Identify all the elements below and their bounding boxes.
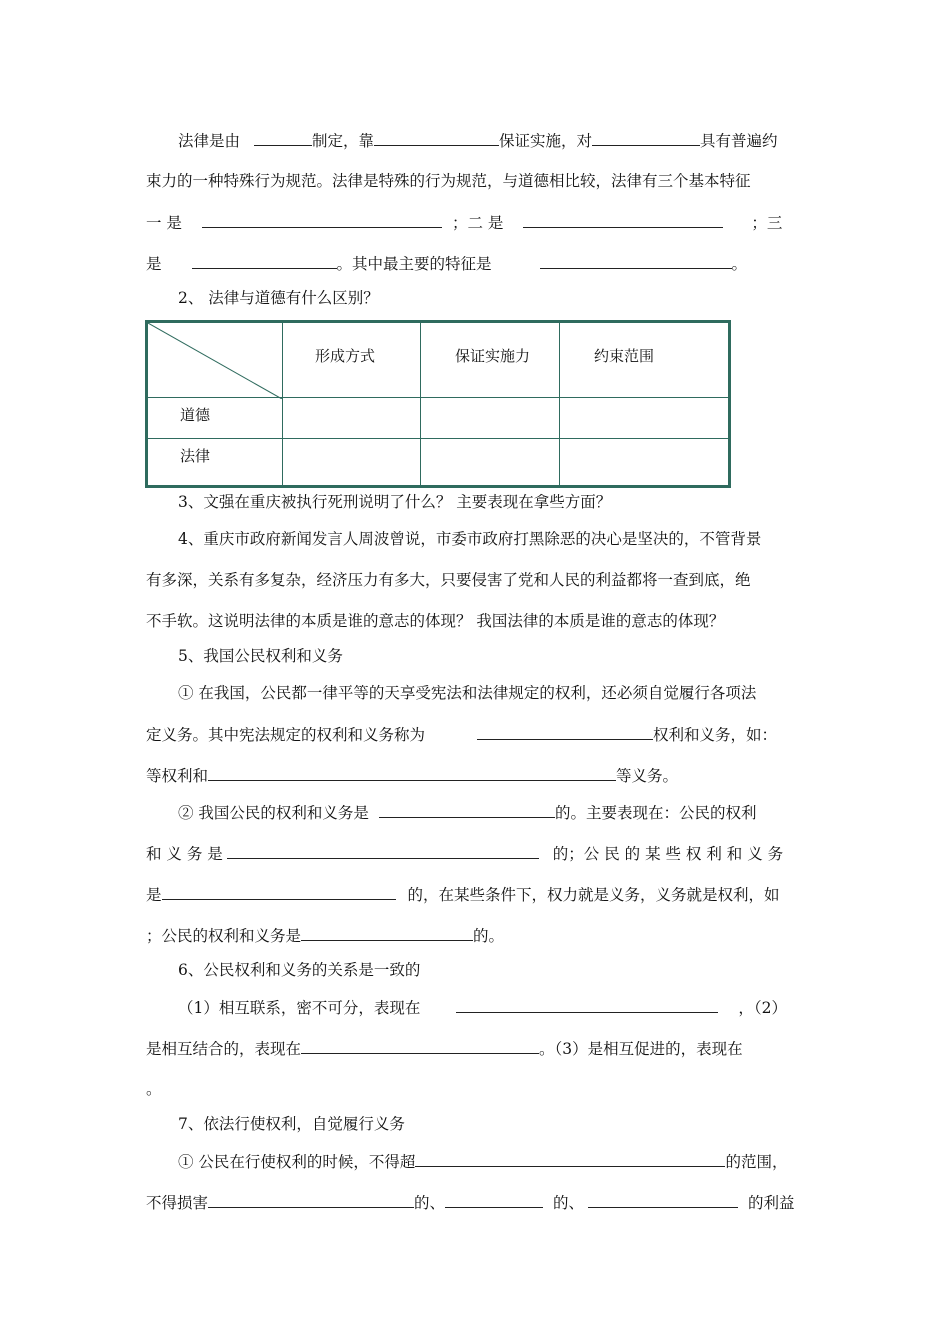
header-cell — [560, 322, 730, 398]
blank — [592, 130, 700, 146]
text: 。其中最主要的特征是 — [336, 255, 492, 273]
text: 的，在某些条件下，权力就是义务，义务就是权利，如 — [407, 886, 780, 904]
text: ；三 — [751, 214, 783, 232]
blank — [540, 253, 732, 269]
q5-s2-line2 — [146, 843, 783, 864]
text: 权利和义务，如： — [653, 726, 778, 744]
q5-s2-line4 — [146, 925, 504, 946]
text: ，（2） — [738, 999, 787, 1017]
text: 的；公 民 的 某 些 权 利 和 义 务 — [552, 845, 784, 863]
text: ；二 是 — [451, 214, 504, 232]
text: 等义务。 — [616, 767, 679, 785]
q5-s1-line2 — [146, 724, 777, 745]
text: 的、 — [414, 1194, 446, 1212]
q7-line2 — [146, 1192, 795, 1213]
answer-cell[interactable] — [283, 439, 421, 487]
text: 和 义 务 是 — [146, 845, 223, 863]
q6-title: 6、公民权利和义务的关系是一致的 — [178, 961, 421, 979]
text: 具有普遍约 — [700, 132, 778, 150]
answer-cell[interactable] — [421, 439, 560, 487]
blank — [301, 925, 473, 941]
answer-cell[interactable] — [283, 398, 421, 439]
text: ② 我国公民的权利和义务是 — [178, 804, 369, 822]
text: 定义务。其中宪法规定的权利和义务称为 — [146, 726, 426, 744]
q6-line1 — [178, 997, 787, 1018]
q7-line1 — [178, 1151, 787, 1172]
blank — [208, 1192, 414, 1208]
header-cell — [421, 322, 560, 398]
q4-line3: 不手软。这说明法律的本质是谁的意志的体现？ 我国法律的本质是谁的意志的体现？ — [146, 612, 725, 630]
header-cell — [283, 322, 421, 398]
q2-text: 2、 法律与道德有什么区别？ — [178, 289, 379, 307]
q5-title: 5、我国公民权利和义务 — [178, 647, 343, 665]
text: 的范围， — [725, 1153, 788, 1171]
q3-text: 3、文强在重庆被执行死刑说明了什么？ 主要表现在拿些方面？ — [178, 493, 612, 511]
p1-line3 — [146, 212, 782, 233]
q5-s2-line3 — [146, 884, 780, 905]
blank — [379, 802, 555, 818]
text: 保证实施，对 — [499, 132, 593, 150]
blank — [301, 1038, 539, 1054]
blank — [162, 884, 396, 900]
text: 的利益 — [748, 1194, 795, 1212]
text: 不得损害 — [146, 1194, 209, 1212]
q5-s2-line1 — [178, 802, 756, 823]
blank — [374, 130, 499, 146]
text: ① 公民在行使权利的时候，不得超 — [178, 1153, 416, 1171]
text: 一 是 — [146, 214, 182, 232]
blank — [523, 212, 723, 228]
text: 。（3）是相互促进的，表现在 — [539, 1040, 743, 1058]
text: 的。 — [473, 927, 505, 945]
answer-cell[interactable] — [560, 439, 730, 487]
diagonal-header-cell — [147, 322, 283, 398]
p1-line4 — [146, 253, 747, 274]
text: ；公民的权利和义务是 — [146, 927, 302, 945]
diagonal-line — [148, 323, 282, 399]
blank — [227, 843, 539, 859]
comparison-table — [145, 320, 731, 488]
blank — [202, 212, 442, 228]
q4-line1: 4、重庆市政府新闻发言人周波曾说，市委市政府打黑除恶的决心是坚决的，不管背景 — [178, 530, 762, 548]
blank — [445, 1192, 543, 1208]
q6-line2 — [146, 1038, 743, 1059]
q5-s1-line1: ① 在我国，公民都一律平等的天享受宪法和法律规定的权利，还必须自觉履行各项法 — [178, 684, 757, 702]
q7-title: 7、依法行使权利，自觉履行义务 — [178, 1115, 405, 1133]
text: （1）相互联系，密不可分，表现在 — [178, 999, 421, 1017]
text: 的。主要表现在：公民的权利 — [554, 804, 757, 822]
text: 是 — [146, 255, 162, 273]
blank — [208, 765, 616, 781]
answer-cell[interactable] — [560, 398, 730, 439]
text: 法律是由 — [178, 132, 241, 150]
text: 。 — [731, 255, 748, 273]
text: 是相互结合的，表现在 — [146, 1040, 302, 1058]
text: 制定，靠 — [312, 132, 375, 150]
text: 是 — [146, 886, 162, 904]
blank — [254, 130, 312, 146]
header-formation: 形成方式 — [315, 347, 376, 365]
q4-line2: 有多深，关系有多复杂，经济压力有多大，只要侵害了党和人民的利益都将一查到底，绝 — [146, 571, 751, 589]
row-morality: 道德 — [180, 406, 211, 424]
blank — [588, 1192, 738, 1208]
row-label-cell — [147, 398, 283, 439]
blank — [415, 1151, 725, 1167]
q6-line3: 。 — [146, 1080, 162, 1098]
p1-line2: 束力的一种特殊行为规范。法律是特殊的行为规范，与道德相比较，法律有三个基本特征 — [146, 172, 751, 190]
p1-line1 — [178, 130, 778, 151]
blank — [477, 724, 653, 740]
text: 的、 — [553, 1194, 585, 1212]
header-scope: 约束范围 — [594, 347, 655, 365]
blank — [192, 253, 337, 269]
row-label-cell — [147, 439, 283, 487]
q5-s1-line3 — [146, 765, 678, 786]
answer-cell[interactable] — [421, 398, 560, 439]
row-law: 法律 — [180, 447, 211, 465]
text: 等权利和 — [146, 767, 209, 785]
header-enforcement: 保证实施力 — [455, 347, 531, 365]
blank — [456, 997, 718, 1013]
